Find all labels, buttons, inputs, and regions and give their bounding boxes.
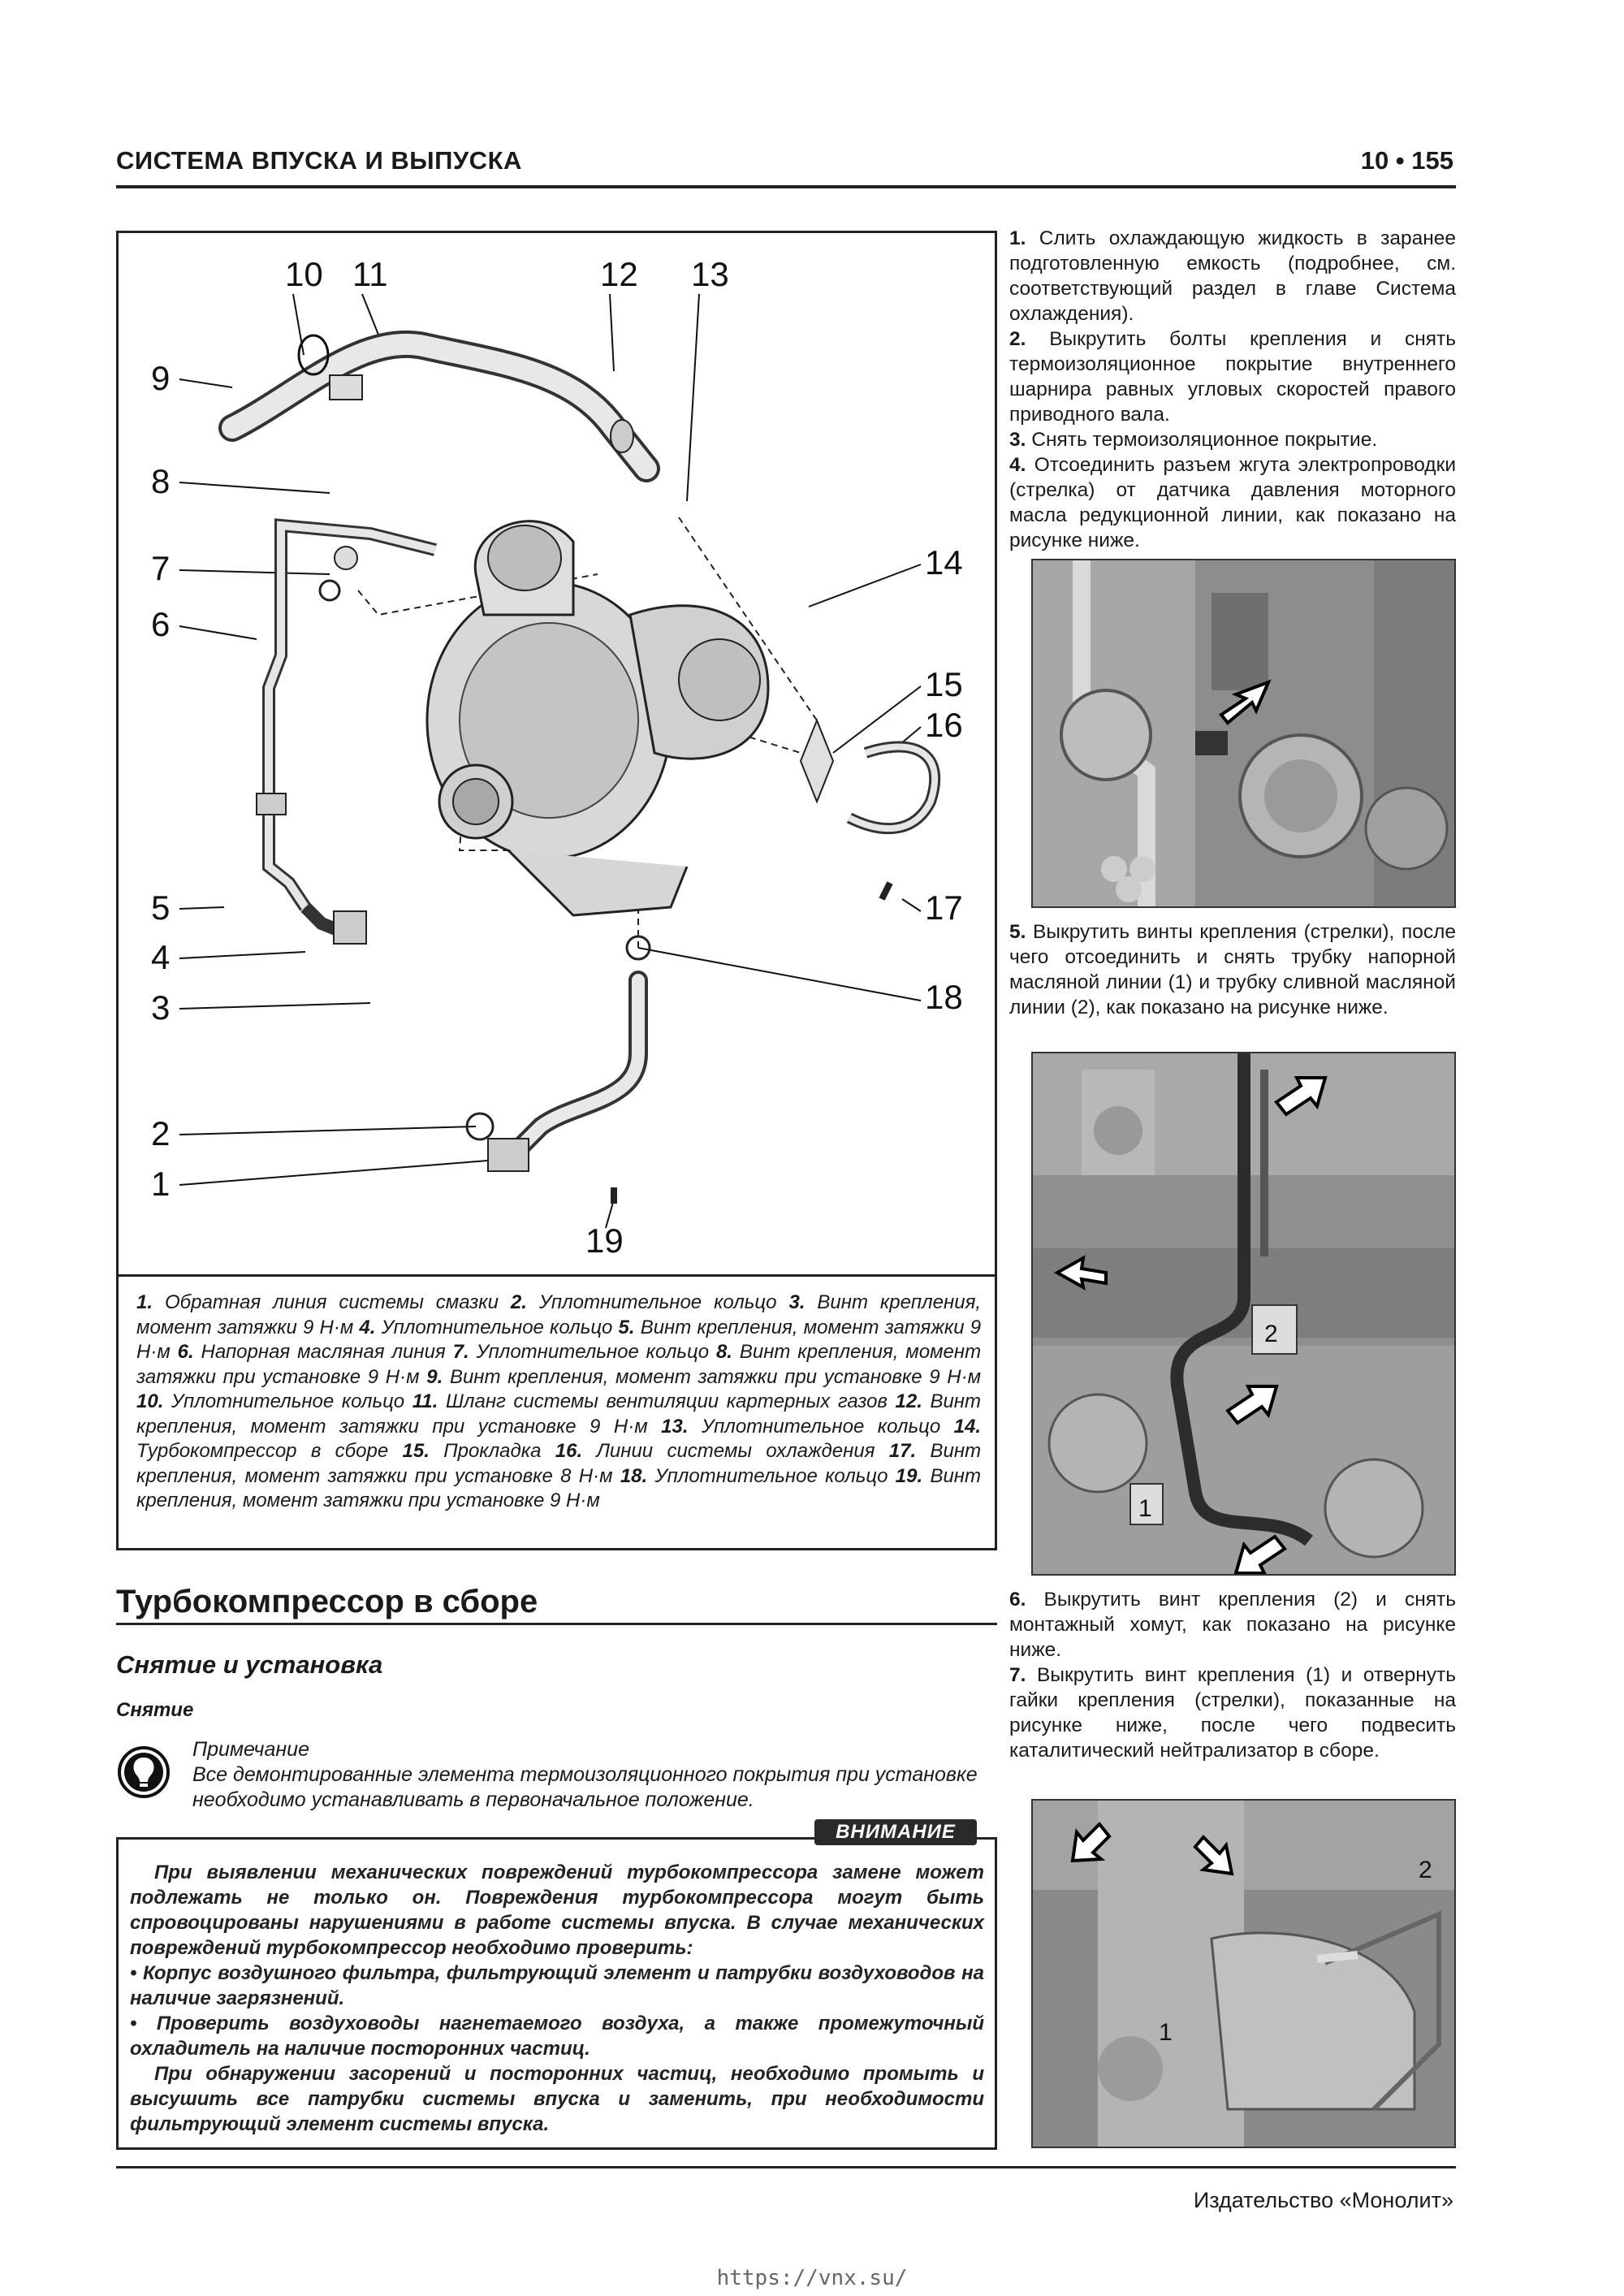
figure-caption: 1. Обратная линия системы смазки 2. Уплотнительное кольцо 3. Винт крепления, момент затяжки 9 Н·м 4. Уплотнительное кольцо 5. Винт крепления, момент затяжки 9 Н·м 6. Напорная масляная линия 7. Уплотнительное кольцо 8. Винт крепления, момент затяжки при установке 9 Н·м 9. Винт крепления, момент затяжки при установке 9 Н·м 10. Уплотнительное кольцо 11. Шланг системы вентиляции картерных газов 12. Винт крепления, момент затяжки при установке 9 Н·м 13. Уплотнительное кольцо 14. Турбокомпрессор в сборе 15. Прокладка 16. Линии системы охлаждения 17. Винт крепления, момент затяжки при установке 8 Н·м 18. Уплотнительное кольцо 19. Винт крепления, момент затяжки при установке 9 Н·м — [136, 1291, 982, 1511]
step-5: 5. Выкрутить винты крепления (стрелки), после чего отсоединить и снять трубку напорной масляной линии (1) и трубку сливной масляной линии (2), как показано на рисунке ниже. — [1009, 921, 1457, 1018]
photo-oil-lines — [1031, 1052, 1456, 1576]
callout-10: 10 — [285, 255, 323, 293]
callout-13: 13 — [691, 255, 729, 293]
steps-block-2 — [1009, 919, 1456, 1020]
callout-16: 16 — [925, 706, 963, 744]
photo2-label-1: 1 — [1138, 1495, 1152, 1522]
section-title: Турбокомпрессор в сборе — [116, 1584, 538, 1619]
footer-publisher: Издательство «Монолит» — [1193, 2188, 1453, 2212]
page-number: 10 • 155 — [1360, 146, 1453, 175]
warning-label: ВНИМАНИЕ — [814, 1819, 977, 1845]
callout-12: 12 — [600, 255, 638, 293]
callout-18: 18 — [925, 978, 963, 1016]
steps-block-3 — [1009, 1587, 1456, 1763]
callout-11: 11 — [352, 255, 388, 293]
caption-separator — [119, 1274, 995, 1277]
step-2: 2. Выкрутить болты крепления и снять термоизоляционное покрытие внутреннего шарнира равных угловых скоростей правого приводного вала. — [1009, 328, 1456, 426]
callout-14: 14 — [925, 543, 963, 582]
callout-2: 2 — [151, 1114, 171, 1152]
subsection-title: Снятие и установка — [116, 1650, 383, 1679]
section-title-rule — [116, 1623, 997, 1625]
subsubsection-title: Снятие — [116, 1699, 194, 1721]
step-4: 4. Отсоединить разъем жгута электропроводки (стрелка) от датчика давления моторного масла редукционной линии, как показано на рисунке ниже. — [1009, 454, 1457, 551]
step-6: 6. Выкрутить винт крепления (2) и снять монтажный хомут, как показано на рисунке ниже. — [1009, 1589, 1456, 1661]
callout-1: 1 — [151, 1165, 171, 1203]
figure-box — [116, 231, 997, 1550]
photo-catalytic-converter — [1031, 1799, 1456, 2148]
header-rule — [116, 185, 1456, 188]
callout-8: 8 — [151, 462, 171, 500]
footer-url: https://vnx.su/ — [716, 2266, 908, 2290]
callout-3: 3 — [151, 988, 171, 1027]
callout-9: 9 — [151, 359, 171, 397]
turbocharger-exploded-diagram — [119, 233, 995, 1274]
callout-19: 19 — [585, 1222, 624, 1260]
photo3-label-1: 1 — [1159, 2019, 1173, 2046]
photo3-label-2: 2 — [1419, 1857, 1432, 1883]
callout-5: 5 — [151, 889, 171, 927]
note-text: Все демонтированные элемента термоизоляционного покрытия при установке необходимо устанавливать в первоначальное положение. — [192, 1763, 978, 1811]
callout-17: 17 — [925, 889, 963, 927]
callout-4: 4 — [151, 938, 171, 976]
running-header-title: СИСТЕМА ВПУСКА И ВЫПУСКА — [116, 146, 522, 175]
callout-15: 15 — [925, 665, 963, 703]
warning-text: При выявлении механических повреждений турбокомпрессора замене может подлежать не только он. Повреждения турбокомпрессора могут быть спровоцированы нарушениями в работе системы впуска. В случае механических повреждений турбокомпрессор необходимо проверить: • Корпус воздушного фильтра, фильтрующий элемент и патрубки воздуховодов на наличие загрязнений. • Проверить воздуховоды нагнетаемого воздуха, а также промежуточный охладитель на наличие посторонних частиц. При обнаружении засорений и посторонних частиц, необходимо промыть и высушить все патрубки системы впуска и заменить, при необходимости фильтрующий элемент системы впуска. — [130, 1861, 984, 2135]
callout-6: 6 — [151, 605, 171, 643]
note-title: Примечание — [192, 1738, 309, 1761]
step-7: 7. Выкрутить винт крепления (1) и отвернуть гайки крепления (стрелки), показанные на рисунке ниже, после чего подвесить каталитический нейтрализатор в сборе. — [1009, 1664, 1456, 1762]
step-3: 3. Снять термоизоляционное покрытие. — [1009, 429, 1378, 451]
step-1: 1. Слить охлаждающую жидкость в заранее подготовленную емкость (подробнее, см. соответствующий раздел в главе Система охлаждения). — [1009, 227, 1456, 325]
note-bulb-icon — [118, 1746, 170, 1798]
callout-7: 7 — [151, 549, 171, 587]
photo-oil-pressure-sensor — [1031, 559, 1456, 908]
photo2-label-2: 2 — [1264, 1321, 1278, 1347]
footer-rule — [116, 2166, 1456, 2168]
steps-block-1 — [1009, 226, 1456, 553]
